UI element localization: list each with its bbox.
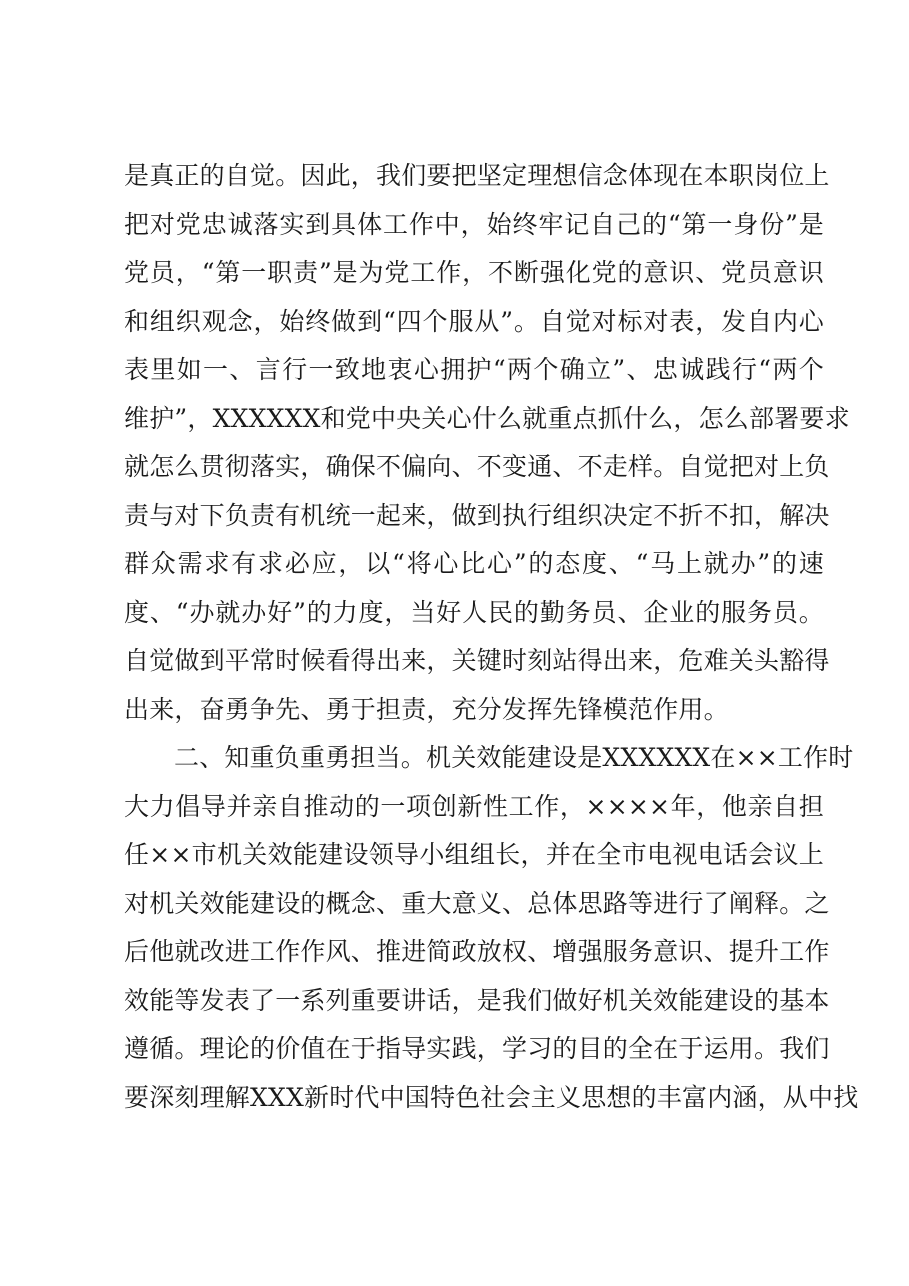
text-line: 把对党忠诚落实到具体工作中，始终牢记自己的“第一身份”是 <box>124 209 824 239</box>
text-line: 度、“办就办好”的力度，当好人民的勤务员、企业的服务员。 <box>124 597 824 627</box>
text-line: 大力倡导并亲自推动的一项创新性工作，××××年，他亲自担 <box>124 791 824 821</box>
text-line: 遵循。理论的价值在于指导实践，学习的目的全在于运用。我们 <box>124 1034 830 1063</box>
body-text <box>124 152 859 1122</box>
text-line: 表里如一、言行一致地衷心拥护“两个确立”、忠诚践行“两个 <box>124 355 824 384</box>
text-line: 要深刻理解XXX新时代中国特色社会主义思想的丰富内涵，从中找 <box>124 1082 859 1112</box>
text-line: 后他就改进工作作风、推进简政放权、增强服务意识、提升工作 <box>124 937 830 966</box>
text-line: 就怎么贯彻落实，确保不偏向、不变通、不走样。自觉把对上负 <box>124 452 830 481</box>
text-line: 党员，“第一职责”是为党工作，不断强化党的意识、党员意识 <box>124 258 824 287</box>
text-line: 维护”，XXXXXX和党中央关心什么就重点抓什么，怎么部署要求 <box>124 403 850 433</box>
text-line: 和组织观念，始终做到“四个服从”。自觉对标对表，发自内心 <box>124 306 824 336</box>
text-line: 是真正的自觉。因此，我们要把坚定理想信念体现在本职岗位上 <box>124 161 830 190</box>
section-heading-line: 二、知重负重勇担当。机关效能建设是XXXXXX在××工作时 <box>174 743 854 772</box>
text-line: 群众需求有求必应，以“将心比心”的态度、“马上就办”的速 <box>124 549 824 578</box>
text-line: 任××市机关效能建设领导小组组长，并在全市电视电话会议上 <box>124 840 824 869</box>
paragraph-end-line: 出来，奋勇争先、勇于担责，充分发挥先锋模范作用。 <box>124 694 729 724</box>
text-line: 效能等发表了一系列重要讲话，是我们做好机关效能建设的基本 <box>124 985 830 1015</box>
text-line: 对机关效能建设的概念、重大意义、总体思路等进行了阐释。之 <box>124 888 830 918</box>
text-line: 责与对下负责有机统一起来，做到执行组织决定不折不扣，解决 <box>124 500 830 530</box>
text-line: 自觉做到平常时候看得出来，关键时刻站得出来，危难关头豁得 <box>124 646 830 675</box>
